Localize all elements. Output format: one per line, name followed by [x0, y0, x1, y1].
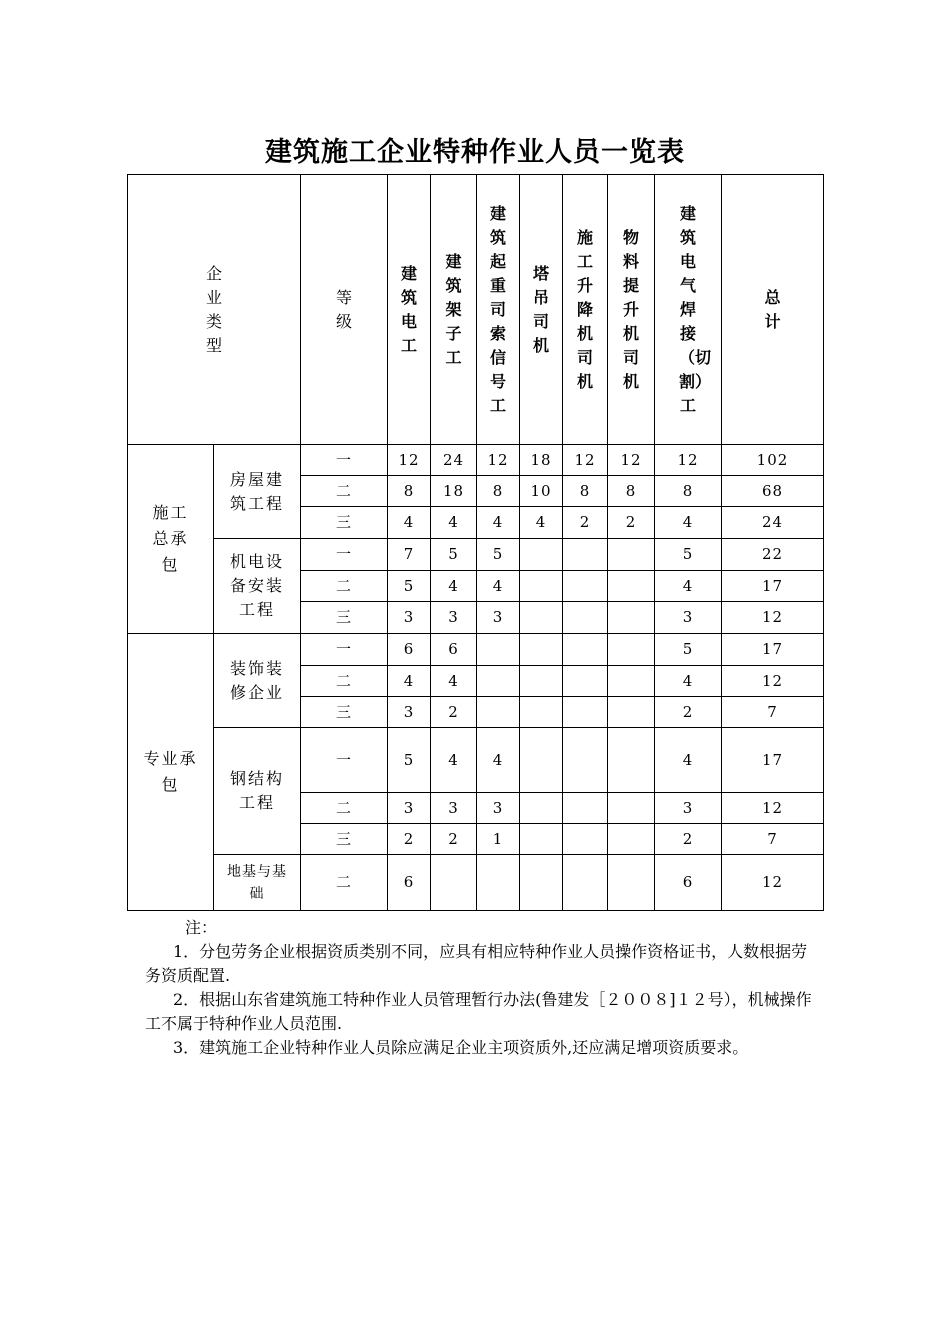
value-cell: 8: [608, 476, 655, 507]
grade-cell: 三: [301, 697, 388, 728]
value-cell: 3: [431, 793, 477, 824]
value-cell: 18: [431, 476, 477, 507]
value-cell: [520, 571, 563, 602]
grade-cell: 二: [301, 476, 388, 507]
grade-cell: 二: [301, 855, 388, 911]
table-body: [128, 445, 824, 911]
notes: [145, 916, 815, 1060]
table-row: [128, 855, 824, 911]
value-cell: 4: [388, 507, 431, 539]
grade-cell: 三: [301, 507, 388, 539]
value-cell: [431, 855, 477, 911]
value-cell: [563, 793, 608, 824]
value-cell: 7: [388, 539, 431, 571]
table-row: [128, 728, 824, 793]
value-cell: [608, 602, 655, 634]
value-cell: 4: [520, 507, 563, 539]
value-cell: 4: [431, 571, 477, 602]
value-cell: 5: [388, 728, 431, 793]
note-item: 3．建筑施工企业特种作业人员除应满足企业主项资质外,还应满足增项资质要求。: [173, 1038, 749, 1057]
value-cell: 4: [388, 666, 431, 697]
value-cell: 5: [655, 539, 722, 571]
value-cell: 10: [520, 476, 563, 507]
grade-cell: 二: [301, 793, 388, 824]
value-cell: 5: [431, 539, 477, 571]
note-item: 1．分包劳务企业根据资质类别不同，应具有相应特种作业人员操作资格证书，人数根据劳务资质配置.: [145, 942, 808, 985]
value-cell: 3: [477, 793, 520, 824]
value-cell: 12: [388, 445, 431, 476]
total-cell: 12: [722, 855, 824, 911]
value-cell: [563, 602, 608, 634]
subcategory-cell: 装饰装修企业: [214, 634, 301, 728]
header-col-3: 塔吊司机: [520, 175, 563, 445]
grade-cell: 一: [301, 728, 388, 793]
value-cell: 24: [431, 445, 477, 476]
total-cell: 17: [722, 634, 824, 666]
value-cell: 6: [655, 855, 722, 911]
header-col-5: 物料提升机司机: [608, 175, 655, 445]
header-col-7: 总计: [722, 175, 824, 445]
category-cell: 专业承包: [128, 634, 214, 911]
value-cell: [608, 634, 655, 666]
value-cell: [563, 666, 608, 697]
grade-cell: 三: [301, 824, 388, 855]
value-cell: 4: [655, 571, 722, 602]
value-cell: [520, 634, 563, 666]
subcategory-cell: 机电设备安装工程: [214, 539, 301, 634]
total-cell: 12: [722, 602, 824, 634]
value-cell: 2: [655, 824, 722, 855]
header-col-0: 建筑电工: [388, 175, 431, 445]
value-cell: 8: [563, 476, 608, 507]
value-cell: 4: [655, 666, 722, 697]
value-cell: 4: [477, 728, 520, 793]
value-cell: [520, 602, 563, 634]
value-cell: 3: [388, 793, 431, 824]
value-cell: 12: [655, 445, 722, 476]
value-cell: [608, 697, 655, 728]
total-cell: 68: [722, 476, 824, 507]
value-cell: [608, 728, 655, 793]
value-cell: 3: [655, 793, 722, 824]
value-cell: 1: [477, 824, 520, 855]
value-cell: 3: [388, 602, 431, 634]
note-item: 2．根据山东省建筑施工特种作业人员管理暂行办法(鲁建发［２００８]１２号），机械操作工不属于特种作业人员范围.: [145, 990, 812, 1033]
value-cell: [563, 855, 608, 911]
total-cell: 17: [722, 571, 824, 602]
value-cell: 2: [431, 697, 477, 728]
total-cell: 24: [722, 507, 824, 539]
value-cell: 12: [608, 445, 655, 476]
value-cell: 2: [563, 507, 608, 539]
header-col-1: 建筑架子工: [431, 175, 477, 445]
total-cell: 17: [722, 728, 824, 793]
value-cell: 4: [431, 728, 477, 793]
value-cell: 6: [388, 634, 431, 666]
value-cell: 4: [477, 507, 520, 539]
value-cell: 4: [477, 571, 520, 602]
value-cell: 3: [431, 602, 477, 634]
value-cell: 12: [563, 445, 608, 476]
value-cell: 5: [655, 634, 722, 666]
subcategory-cell: 房屋建筑工程: [214, 445, 301, 539]
value-cell: [563, 571, 608, 602]
value-cell: [477, 697, 520, 728]
value-cell: 8: [477, 476, 520, 507]
value-cell: [520, 539, 563, 571]
total-cell: 12: [722, 793, 824, 824]
value-cell: 3: [655, 602, 722, 634]
total-cell: 102: [722, 445, 824, 476]
value-cell: 4: [655, 507, 722, 539]
value-cell: [520, 824, 563, 855]
subcategory-cell: 钢结构工程: [214, 728, 301, 855]
value-cell: [520, 728, 563, 793]
grade-cell: 一: [301, 634, 388, 666]
value-cell: [477, 634, 520, 666]
grade-cell: 二: [301, 571, 388, 602]
page-title: 建筑施工企业特种作业人员一览表: [265, 137, 685, 168]
total-cell: 22: [722, 539, 824, 571]
value-cell: [608, 793, 655, 824]
value-cell: [563, 539, 608, 571]
value-cell: [563, 824, 608, 855]
table-row: [128, 445, 824, 476]
value-cell: [608, 824, 655, 855]
value-cell: [477, 666, 520, 697]
total-cell: 7: [722, 697, 824, 728]
header-grade: 等级: [301, 175, 388, 445]
value-cell: 6: [431, 634, 477, 666]
value-cell: [563, 634, 608, 666]
value-cell: [520, 855, 563, 911]
table-row: [128, 539, 824, 571]
value-cell: 2: [608, 507, 655, 539]
value-cell: [608, 571, 655, 602]
notes-heading: 注：: [185, 918, 218, 937]
value-cell: [520, 793, 563, 824]
table-row: [128, 634, 824, 666]
value-cell: [477, 855, 520, 911]
value-cell: 12: [477, 445, 520, 476]
value-cell: 4: [431, 507, 477, 539]
value-cell: 5: [388, 571, 431, 602]
value-cell: [608, 855, 655, 911]
value-cell: 8: [388, 476, 431, 507]
value-cell: 18: [520, 445, 563, 476]
grade-cell: 三: [301, 602, 388, 634]
value-cell: [608, 539, 655, 571]
grade-cell: 二: [301, 666, 388, 697]
value-cell: [520, 697, 563, 728]
header-col-2: 建筑起重司索信号工: [477, 175, 520, 445]
value-cell: [563, 697, 608, 728]
value-cell: [520, 666, 563, 697]
value-cell: 2: [388, 824, 431, 855]
header-col-4: 施工升降机司机: [563, 175, 608, 445]
header-row: [128, 175, 824, 445]
total-cell: 7: [722, 824, 824, 855]
personnel-table: [127, 174, 824, 911]
value-cell: 4: [655, 728, 722, 793]
value-cell: 4: [431, 666, 477, 697]
value-cell: 6: [388, 855, 431, 911]
value-cell: 2: [655, 697, 722, 728]
header-col-6: 建筑电气焊接（切割）工: [655, 175, 722, 445]
header-enterprise-type: 企业类型: [128, 175, 301, 445]
value-cell: 8: [655, 476, 722, 507]
total-cell: 12: [722, 666, 824, 697]
value-cell: [563, 728, 608, 793]
grade-cell: 一: [301, 539, 388, 571]
value-cell: 5: [477, 539, 520, 571]
value-cell: 3: [388, 697, 431, 728]
grade-cell: 一: [301, 445, 388, 476]
value-cell: 2: [431, 824, 477, 855]
subcategory-cell: 地基与基础: [214, 855, 301, 911]
value-cell: 3: [477, 602, 520, 634]
value-cell: [608, 666, 655, 697]
category-cell: 施工总承包: [128, 445, 214, 634]
